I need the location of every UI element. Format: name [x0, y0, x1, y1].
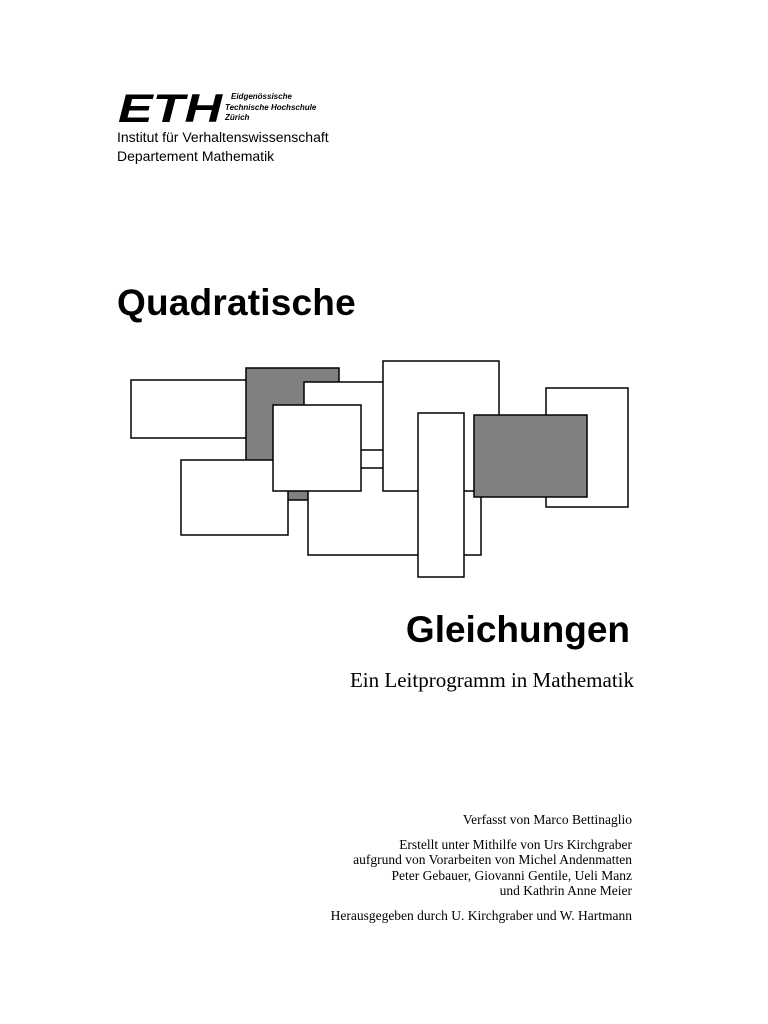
department-name: Departement Mathematik — [117, 148, 275, 164]
art-rect — [181, 460, 288, 535]
credits-block — [331, 812, 632, 923]
subtitle: Ein Leitprogramm in Mathematik — [349, 668, 634, 692]
logo-line-1: Eidgenössische — [231, 92, 292, 101]
art-rect — [418, 413, 464, 577]
title-word-1: Quadratische — [117, 282, 356, 323]
credit-author: Verfasst von Marco Bettinaglio — [462, 812, 632, 827]
credit-line: aufgrund von Vorarbeiten von Michel Andenmatten — [353, 852, 632, 867]
credit-line: und Kathrin Anne Meier — [499, 883, 632, 898]
credit-publisher: Herausgegeben durch U. Kirchgraber und W. Hartmann — [330, 907, 632, 923]
art-rect — [131, 380, 255, 438]
credit-line: Erstellt unter Mithilfe von Urs Kirchgraber — [399, 836, 632, 852]
title-word-2: Gleichungen — [405, 609, 630, 650]
eth-logo-mark: ETH — [118, 92, 224, 124]
credit-line: Peter Gebauer, Giovanni Gentile, Ueli Manz — [391, 867, 632, 883]
institute-name: Institut für Verhaltenswissenschaft — [117, 129, 329, 145]
art-rect — [273, 405, 361, 491]
logo-line-3: Zürich — [225, 113, 250, 122]
art-rect — [474, 415, 587, 497]
logo-line-2: Technische Hochschule — [225, 102, 317, 112]
